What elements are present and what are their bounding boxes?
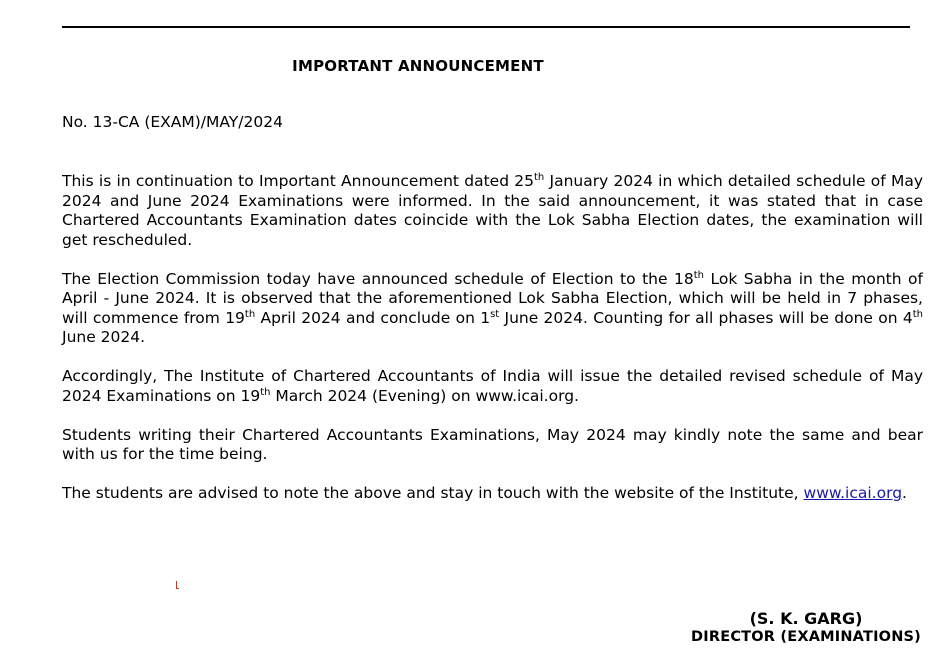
text-run: The Election Commission today have announced schedule of Election to the 18 [62,269,694,288]
top-rule [62,26,910,28]
ordinal-suffix: th [260,386,271,398]
ordinal-suffix: th [534,172,545,183]
text-run: . [902,484,907,502]
text-run: January 2024 in which detailed schedule of May 2024 and June 2024 Examinations were informed. In the said announcement, it was stated that in case Chartered Accountants Examination dates coincide with the Lok Sabha Election dates, the examination will get rescheduled. [62,172,924,249]
text-run: June 2024. Counting for all phases will be done on 4 [499,308,913,327]
announcement-heading: IMPORTANT ANNOUNCEMENT [292,57,544,75]
ordinal-suffix: st [490,308,500,320]
text-run: Students writing their Chartered Accountants Examinations, May 2024 may kindly note the same and bear with us for the time being. [62,425,923,463]
paragraph-election-schedule [62,270,923,348]
text-run: This is in continuation to Important Announcement dated 25 [62,172,534,190]
text-run: Accordingly, The Institute of Chartered Accountants of India will issue the detailed revised schedule of May 2024 Examinations on 19 [62,367,923,405]
ordinal-suffix: th [912,308,924,320]
text-run: March 2024 (Evening) on www.icai.org. [270,386,579,405]
paragraph-stay-in-touch [62,484,923,504]
signatory-name: (S. K. GARG) [749,609,863,628]
icai-website-link[interactable]: www.icai.org [803,484,903,502]
text-run: The students are advised to note the above and stay in touch with the website of the Institute, [62,484,804,502]
signatory-title: DIRECTOR (EXAMINATIONS) [691,629,921,645]
reference-number: No. 13-CA (EXAM)/MAY/2024 [62,113,283,131]
signature-block [691,610,921,646]
red-mark [176,581,179,589]
ordinal-suffix: th [244,308,256,320]
ordinal-suffix: th [693,269,704,281]
announcement-body [62,172,923,523]
text-run: Lok Sabha in the month of April - June 2024. It is observed that the aforementioned Lok Sabha Election, which will be held in 7 phases, will commence from 19 [62,269,923,327]
paragraph-students-note [62,426,923,465]
text-run: June 2024. [62,328,146,346]
paragraph-continuation [62,172,923,250]
paragraph-revised-schedule [62,367,923,406]
text-run: April 2024 and conclude on 1 [255,308,491,327]
